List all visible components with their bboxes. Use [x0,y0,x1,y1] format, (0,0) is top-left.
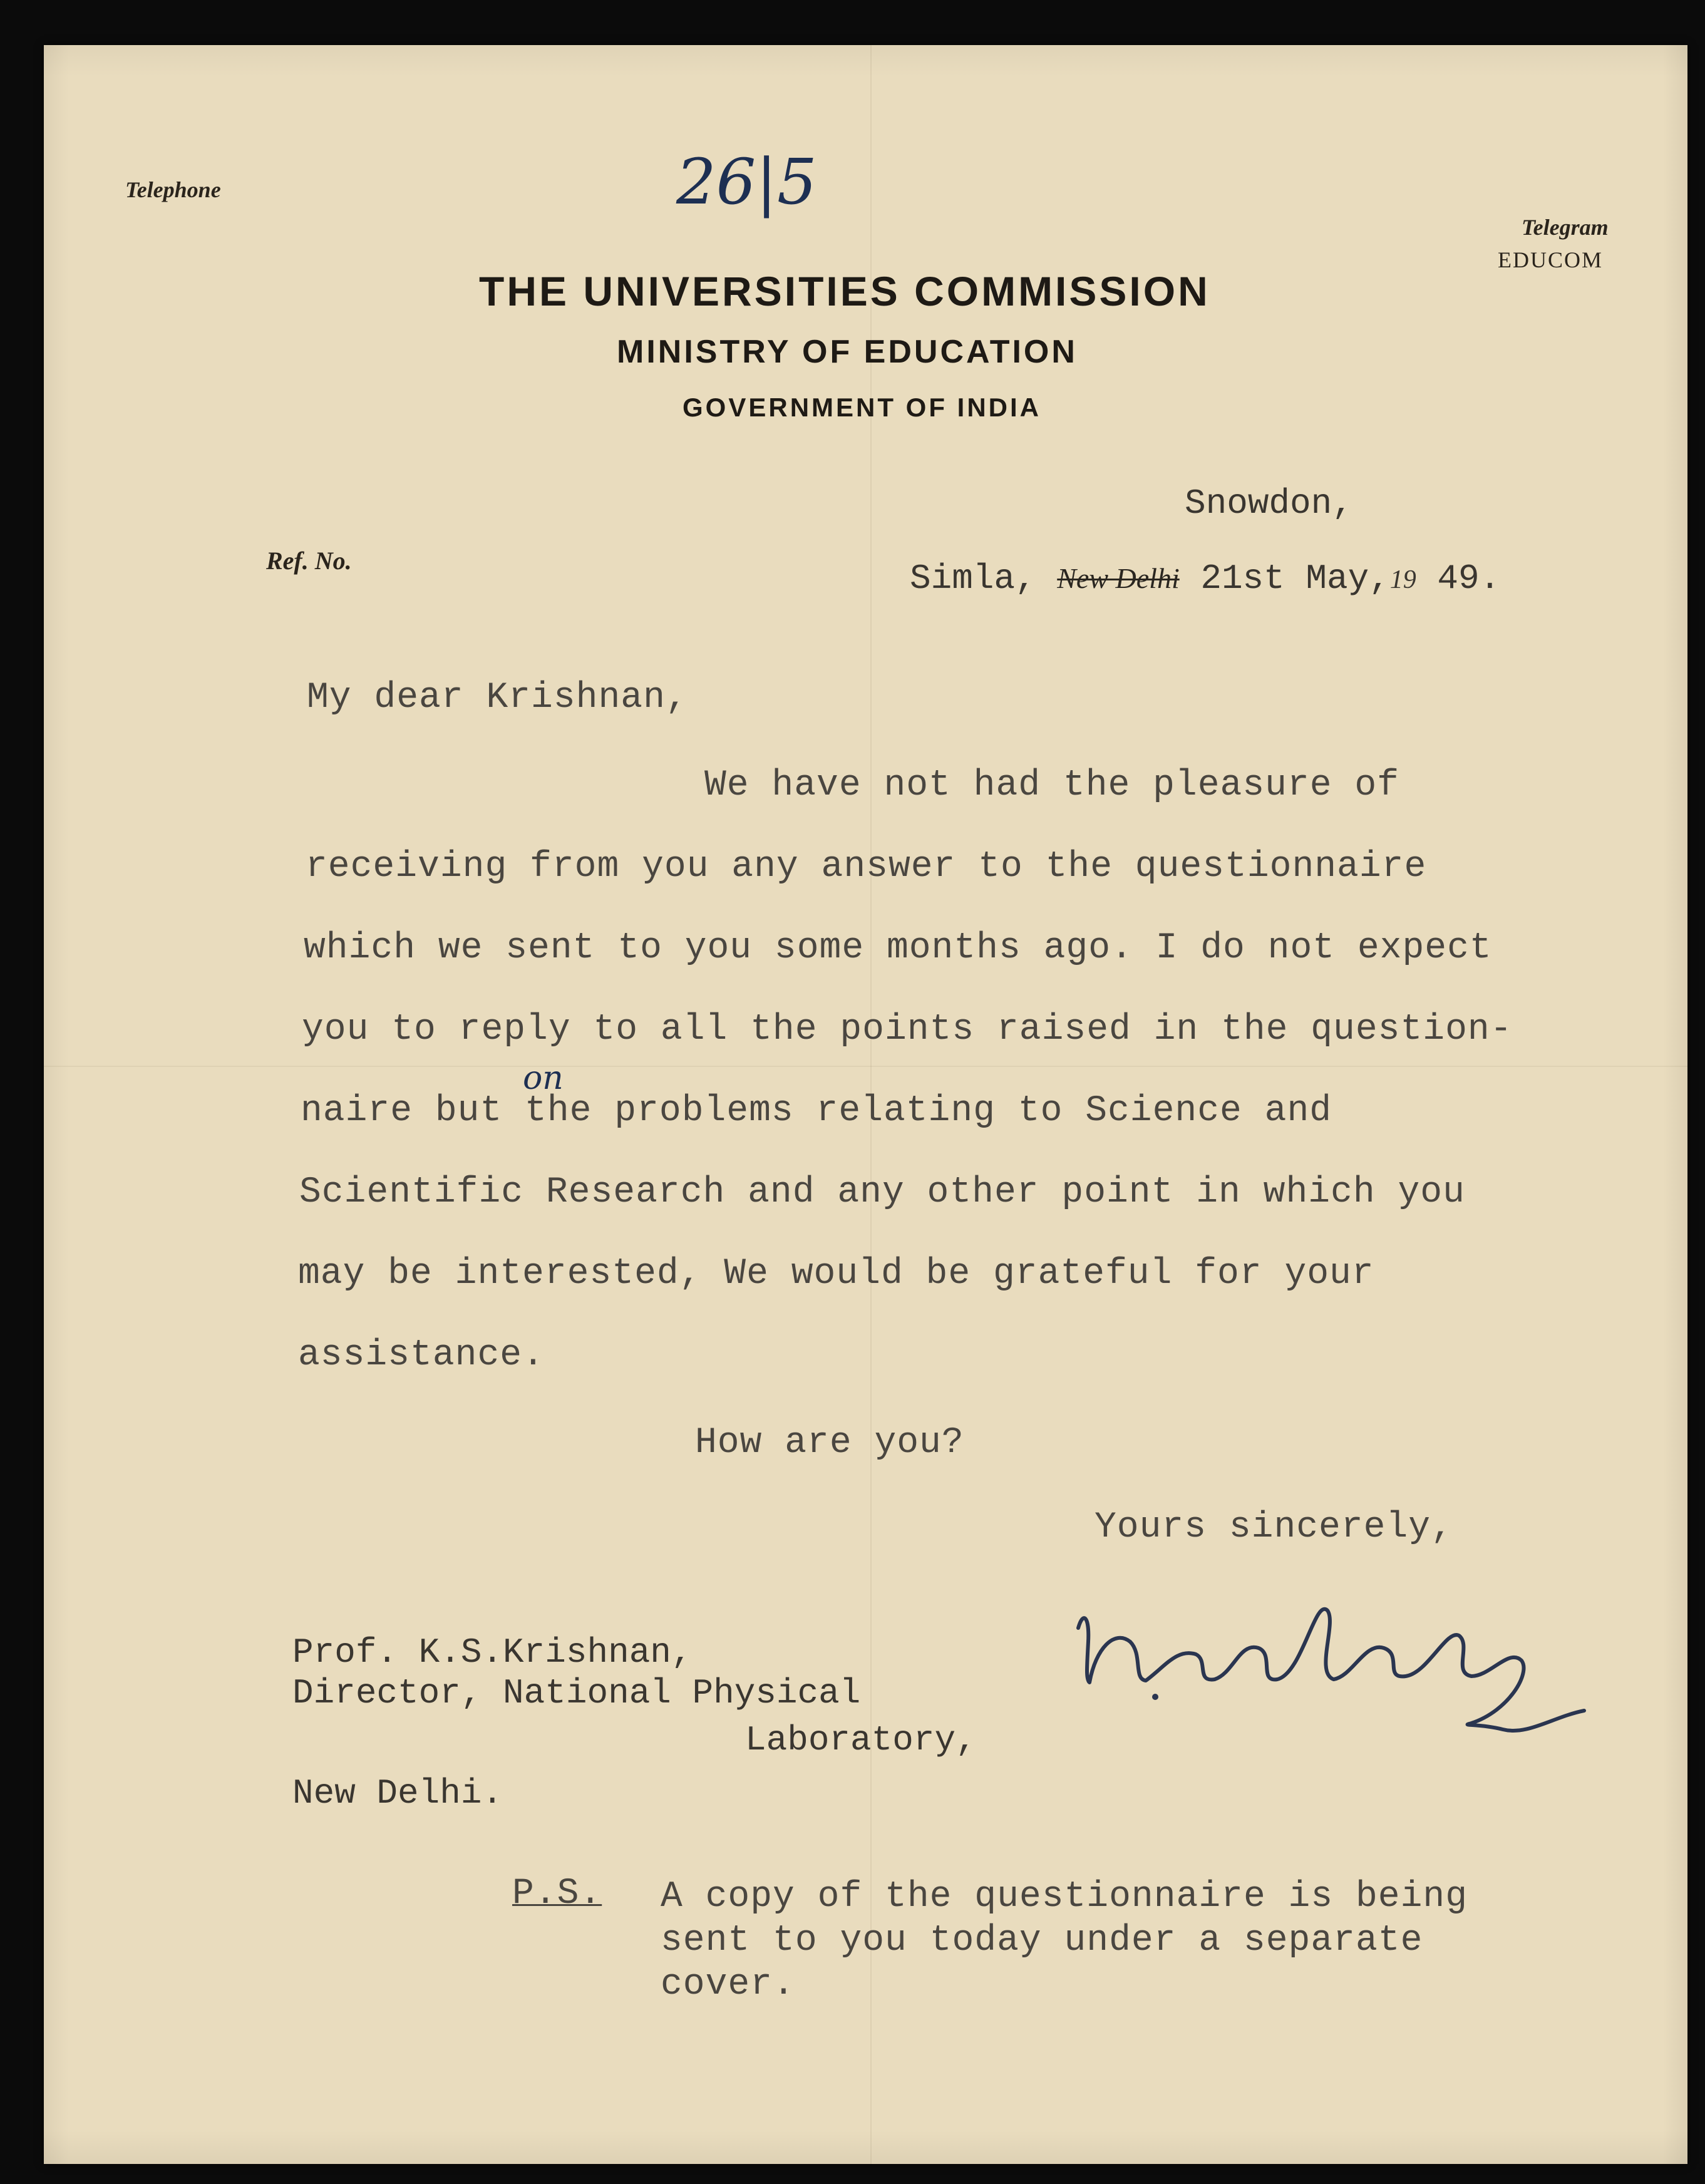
letterhead-commission: THE UNIVERSITIES COMMISSION [479,268,1210,314]
body-line-5: naire but the problems relating to Science and [301,1091,1332,1131]
addressee-line-1: Prof. K.S.Krishnan, [292,1632,693,1672]
body-line-3: which we sent to you some months ago. I do not expect [304,928,1492,969]
telegram-label: Telegram [1522,215,1609,240]
body-line-7: may be interested, We would be grateful for your [298,1254,1374,1294]
telegram-code: EDUCOM [1498,247,1604,272]
letterhead-government: GOVERNMENT OF INDIA [683,393,1042,422]
ps-line-3: cover. [661,1964,795,2005]
closing: Yours sincerely, [1095,1507,1453,1548]
struck-place: New Delhi [1057,562,1180,594]
letter-page [44,45,1687,2164]
body-line-4: you to reply to all the points raised in the question- [302,1009,1513,1050]
letterhead-ministry: MINISTRY OF EDUCATION [617,334,1078,370]
handwritten-insert: on [523,1059,564,1097]
ref-label: Ref. No. [266,547,352,575]
body-line-8: assistance. [298,1335,545,1376]
fold-crease-horizontal [44,1066,1687,1067]
date: 21st May, [1200,559,1390,599]
place: Simla, [910,559,1036,599]
year-typed: 49. [1437,559,1501,599]
signature [1071,1573,1597,1773]
address-line: Snowdon, [1185,483,1353,523]
body-line-6: Scientific Research and any other point in which you [299,1172,1465,1213]
question-line: How are you? [695,1423,964,1463]
telephone-label: Telephone [125,177,221,202]
date-line [910,559,1500,599]
salutation: My dear Krishnan, [307,677,688,718]
body-line-1: We have not had the pleasure of [704,765,1399,806]
addressee-line-2: Director, National Physical [292,1673,861,1713]
addressee-line-3: Laboratory, [745,1720,977,1760]
ps-line-1: A copy of the questionnaire is being [661,1877,1468,1917]
body-line-2: receiving from you any answer to the questionnaire [306,847,1427,887]
ps-line-2: sent to you today under a separate [661,1920,1423,1961]
folio-note: 26|5 [676,145,817,219]
addressee-line-4: New Delhi. [292,1773,503,1813]
ps-label: P.S. [512,1873,602,1914]
year-printed: 19 [1389,565,1416,594]
